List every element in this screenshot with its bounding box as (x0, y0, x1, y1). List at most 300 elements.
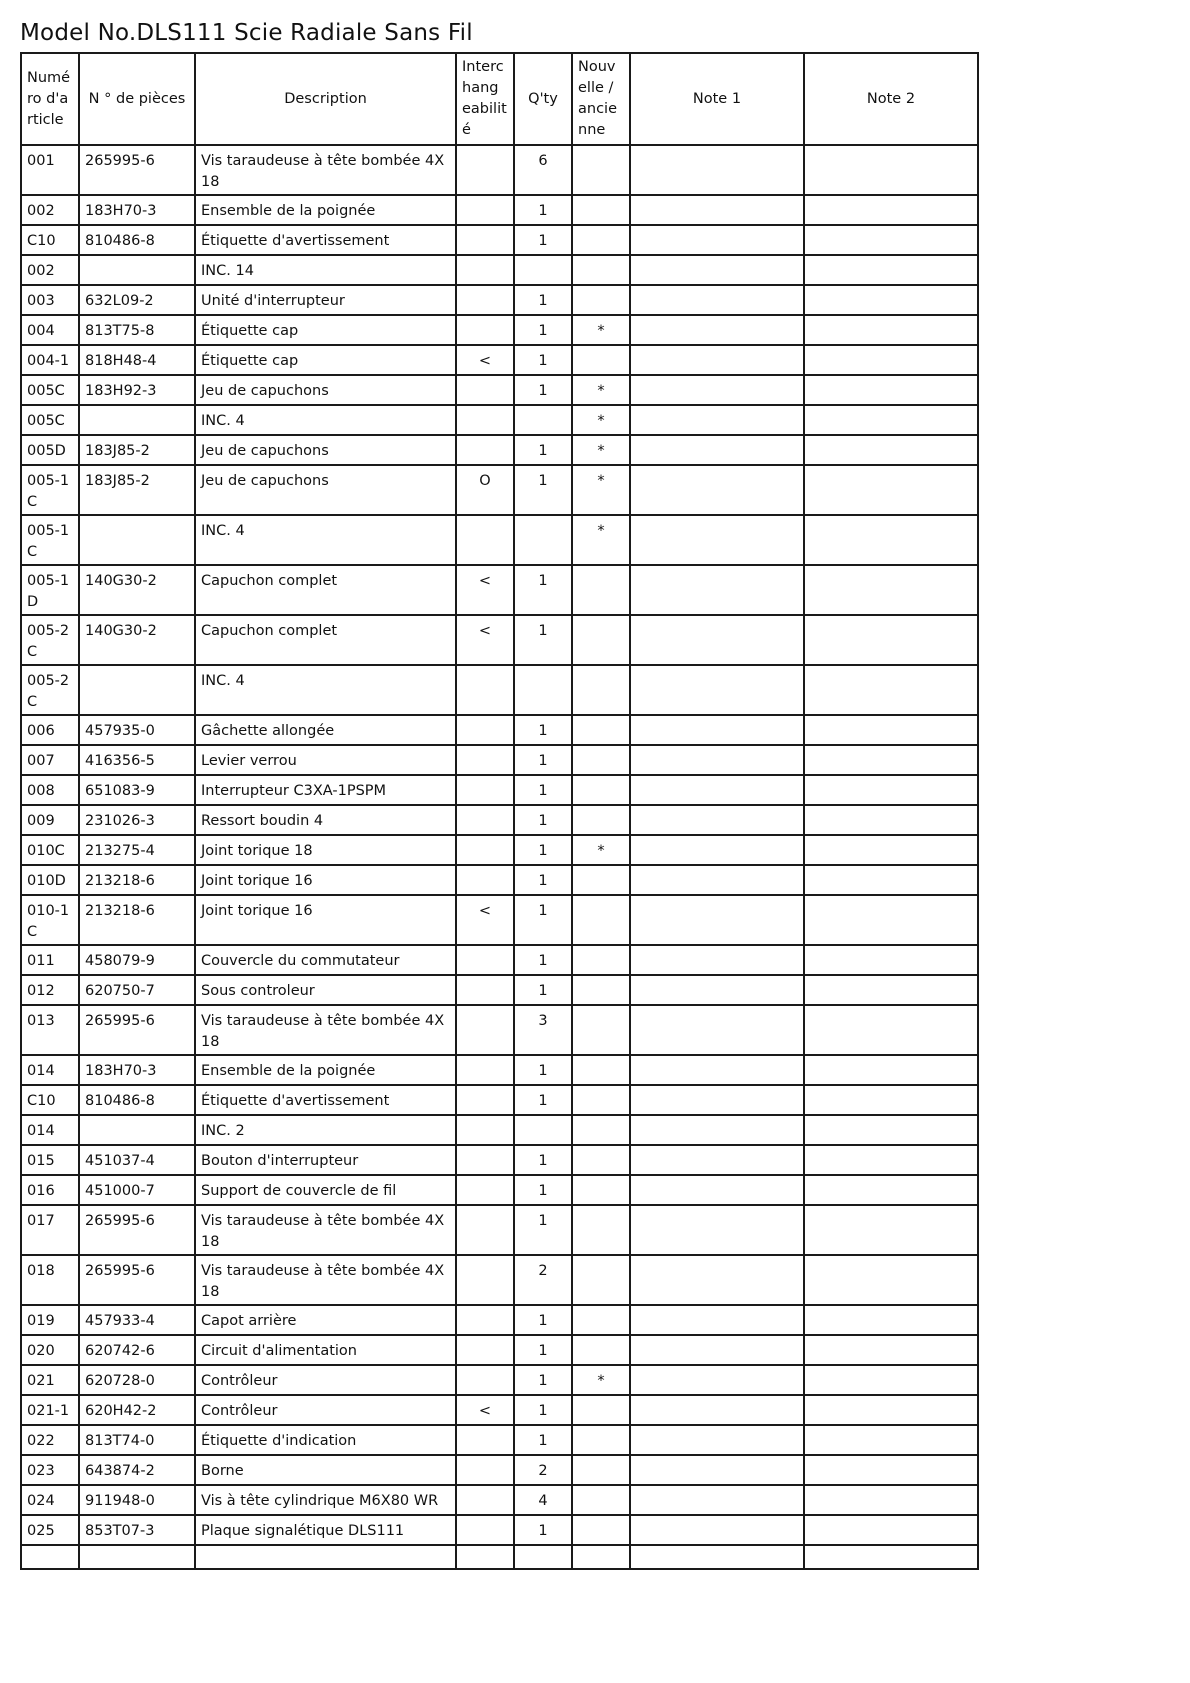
table-row (21, 1005, 978, 1055)
cell-num: 022 (21, 1425, 79, 1455)
cell-interch: < (456, 895, 514, 945)
cell-part: 183H92-3 (79, 375, 195, 405)
table-row (21, 1485, 978, 1515)
cell-newold: * (572, 515, 630, 565)
cell-desc: INC. 14 (195, 255, 456, 285)
cell-num: 012 (21, 975, 79, 1005)
cell-newold (572, 1545, 630, 1569)
cell-note2 (804, 1335, 978, 1365)
cell-interch: < (456, 345, 514, 375)
table-row (21, 715, 978, 745)
cell-desc: Vis taraudeuse à tête bombée 4X 18 (195, 1205, 456, 1255)
header-desc: Description (195, 53, 456, 145)
cell-qty: 1 (514, 1515, 572, 1545)
cell-qty (514, 1545, 572, 1569)
cell-note1 (630, 1205, 804, 1255)
cell-interch (456, 835, 514, 865)
table-row (21, 1455, 978, 1485)
cell-note2 (804, 435, 978, 465)
table-row (21, 945, 978, 975)
cell-newold (572, 1055, 630, 1085)
cell-num: 014 (21, 1115, 79, 1145)
cell-part: 853T07-3 (79, 1515, 195, 1545)
cell-note2 (804, 375, 978, 405)
cell-newold (572, 1205, 630, 1255)
cell-note1 (630, 285, 804, 315)
cell-note2 (804, 775, 978, 805)
cell-interch (456, 1085, 514, 1115)
cell-qty: 1 (514, 745, 572, 775)
cell-note2 (804, 715, 978, 745)
cell-qty: 6 (514, 145, 572, 195)
cell-num: 021 (21, 1365, 79, 1395)
cell-interch (456, 1115, 514, 1145)
cell-newold (572, 1395, 630, 1425)
cell-note2 (804, 945, 978, 975)
cell-desc (195, 1545, 456, 1569)
cell-qty: 1 (514, 715, 572, 745)
table-row (21, 775, 978, 805)
cell-num (21, 1545, 79, 1569)
cell-newold: * (572, 835, 630, 865)
cell-num: 005-2 C (21, 665, 79, 715)
table-row (21, 515, 978, 565)
header-qty: Q'ty (514, 53, 572, 145)
cell-desc: Capuchon complet (195, 615, 456, 665)
cell-desc: INC. 4 (195, 515, 456, 565)
cell-qty: 1 (514, 775, 572, 805)
cell-qty: 1 (514, 435, 572, 465)
cell-note2 (804, 1175, 978, 1205)
cell-note1 (630, 945, 804, 975)
cell-qty (514, 1115, 572, 1145)
cell-num: 011 (21, 945, 79, 975)
cell-desc: Ressort boudin 4 (195, 805, 456, 835)
cell-qty: 1 (514, 225, 572, 255)
cell-part: 457935-0 (79, 715, 195, 745)
table-header-row (21, 53, 978, 145)
cell-desc: Circuit d'alimentation (195, 1335, 456, 1365)
cell-note2 (804, 405, 978, 435)
cell-newold (572, 1175, 630, 1205)
cell-note1 (630, 465, 804, 515)
cell-qty: 1 (514, 1085, 572, 1115)
cell-interch (456, 1175, 514, 1205)
cell-interch (456, 1055, 514, 1085)
cell-newold (572, 1255, 630, 1305)
cell-newold (572, 1085, 630, 1115)
cell-note2 (804, 1515, 978, 1545)
cell-desc: Joint torique 18 (195, 835, 456, 865)
cell-desc: Ensemble de la poignée (195, 195, 456, 225)
cell-num: 005-1 C (21, 515, 79, 565)
cell-interch (456, 1005, 514, 1055)
cell-desc: Capuchon complet (195, 565, 456, 615)
cell-part: 213218-6 (79, 865, 195, 895)
cell-qty: 1 (514, 1205, 572, 1255)
cell-newold: * (572, 315, 630, 345)
cell-num: 010C (21, 835, 79, 865)
table-row (21, 895, 978, 945)
cell-interch (456, 435, 514, 465)
cell-qty (514, 515, 572, 565)
cell-newold (572, 225, 630, 255)
cell-interch: < (456, 565, 514, 615)
table-row (21, 255, 978, 285)
cell-note2 (804, 315, 978, 345)
table-row (21, 405, 978, 435)
cell-interch (456, 1515, 514, 1545)
cell-qty: 1 (514, 565, 572, 615)
cell-qty: 1 (514, 285, 572, 315)
cell-num: 005-2 C (21, 615, 79, 665)
table-row (21, 975, 978, 1005)
cell-newold (572, 1485, 630, 1515)
cell-note1 (630, 895, 804, 945)
cell-num: 010-1 C (21, 895, 79, 945)
cell-note1 (630, 1515, 804, 1545)
cell-part (79, 665, 195, 715)
cell-part: 458079-9 (79, 945, 195, 975)
cell-desc: Borne (195, 1455, 456, 1485)
cell-note1 (630, 375, 804, 405)
table-row (21, 1365, 978, 1395)
cell-note1 (630, 1395, 804, 1425)
header-note2: Note 2 (804, 53, 978, 145)
cell-newold (572, 1425, 630, 1455)
cell-note1 (630, 1305, 804, 1335)
table-row (21, 315, 978, 345)
cell-qty (514, 405, 572, 435)
cell-desc: Joint torique 16 (195, 895, 456, 945)
cell-note2 (804, 1205, 978, 1255)
cell-interch (456, 945, 514, 975)
table-row (21, 1205, 978, 1255)
cell-note1 (630, 745, 804, 775)
cell-note1 (630, 1145, 804, 1175)
cell-desc: Étiquette cap (195, 345, 456, 375)
table-row (21, 865, 978, 895)
cell-interch (456, 1545, 514, 1569)
cell-part (79, 515, 195, 565)
cell-note1 (630, 1005, 804, 1055)
cell-part: 643874-2 (79, 1455, 195, 1485)
cell-part: 265995-6 (79, 1005, 195, 1055)
cell-note1 (630, 145, 804, 195)
cell-note1 (630, 865, 804, 895)
cell-note1 (630, 1485, 804, 1515)
cell-newold: * (572, 1365, 630, 1395)
cell-note2 (804, 1365, 978, 1395)
table-row (21, 435, 978, 465)
cell-newold (572, 1515, 630, 1545)
cell-interch (456, 195, 514, 225)
cell-interch (456, 375, 514, 405)
cell-newold: * (572, 465, 630, 515)
cell-num: 003 (21, 285, 79, 315)
cell-num: 005-1 C (21, 465, 79, 515)
cell-part: 620742-6 (79, 1335, 195, 1365)
cell-part: 183J85-2 (79, 435, 195, 465)
table-row (21, 145, 978, 195)
cell-part: 911948-0 (79, 1485, 195, 1515)
cell-newold (572, 865, 630, 895)
table-row (21, 835, 978, 865)
cell-qty: 1 (514, 195, 572, 225)
cell-note1 (630, 715, 804, 745)
cell-qty: 2 (514, 1455, 572, 1485)
cell-newold (572, 1145, 630, 1175)
cell-note2 (804, 255, 978, 285)
cell-desc: Ensemble de la poignée (195, 1055, 456, 1085)
cell-newold (572, 1115, 630, 1145)
cell-num: 024 (21, 1485, 79, 1515)
cell-note1 (630, 1455, 804, 1485)
cell-newold (572, 145, 630, 195)
cell-newold (572, 895, 630, 945)
cell-num: 025 (21, 1515, 79, 1545)
cell-interch (456, 1335, 514, 1365)
cell-desc: Capot arrière (195, 1305, 456, 1335)
cell-desc: Vis taraudeuse à tête bombée 4X 18 (195, 1255, 456, 1305)
cell-note1 (630, 805, 804, 835)
cell-qty: 1 (514, 1305, 572, 1335)
cell-note2 (804, 225, 978, 255)
cell-note2 (804, 1115, 978, 1145)
cell-interch (456, 1305, 514, 1335)
table-row (21, 615, 978, 665)
cell-desc: Étiquette d'avertissement (195, 1085, 456, 1115)
cell-num: 019 (21, 1305, 79, 1335)
cell-num: 001 (21, 145, 79, 195)
table-row (21, 1335, 978, 1365)
cell-note2 (804, 1145, 978, 1175)
cell-interch (456, 255, 514, 285)
cell-part: 813T74-0 (79, 1425, 195, 1455)
cell-note1 (630, 435, 804, 465)
header-num: Numé ro d'a rticle (21, 53, 79, 145)
header-interch: Interc hang eabilit é (456, 53, 514, 145)
cell-newold (572, 1305, 630, 1335)
cell-note1 (630, 565, 804, 615)
cell-note2 (804, 565, 978, 615)
cell-desc: Joint torique 16 (195, 865, 456, 895)
table-row (21, 285, 978, 315)
cell-interch (456, 145, 514, 195)
table-row (21, 1305, 978, 1335)
cell-part: 140G30-2 (79, 565, 195, 615)
table-row (21, 1175, 978, 1205)
cell-num: 016 (21, 1175, 79, 1205)
cell-note1 (630, 255, 804, 285)
cell-note1 (630, 1255, 804, 1305)
cell-note2 (804, 1255, 978, 1305)
cell-note1 (630, 1175, 804, 1205)
cell-interch (456, 315, 514, 345)
cell-desc: Plaque signalétique DLS111 (195, 1515, 456, 1545)
cell-qty: 1 (514, 1175, 572, 1205)
cell-desc: Vis taraudeuse à tête bombée 4X 18 (195, 1005, 456, 1055)
cell-note2 (804, 465, 978, 515)
cell-newold (572, 775, 630, 805)
table-row (21, 1515, 978, 1545)
cell-part (79, 1115, 195, 1145)
cell-note2 (804, 1455, 978, 1485)
cell-note1 (630, 195, 804, 225)
cell-newold (572, 805, 630, 835)
cell-interch (456, 865, 514, 895)
cell-qty (514, 665, 572, 715)
cell-qty: 1 (514, 615, 572, 665)
cell-part: 265995-6 (79, 1255, 195, 1305)
cell-part: 620H42-2 (79, 1395, 195, 1425)
cell-note1 (630, 775, 804, 805)
table-row (21, 465, 978, 515)
cell-newold (572, 255, 630, 285)
cell-note2 (804, 895, 978, 945)
cell-part: 231026-3 (79, 805, 195, 835)
cell-num: 005C (21, 405, 79, 435)
cell-qty (514, 255, 572, 285)
cell-interch (456, 745, 514, 775)
cell-desc: Gâchette allongée (195, 715, 456, 745)
cell-newold: * (572, 405, 630, 435)
cell-num: C10 (21, 225, 79, 255)
cell-qty: 1 (514, 1395, 572, 1425)
cell-newold (572, 195, 630, 225)
cell-note2 (804, 1305, 978, 1335)
cell-num: 004 (21, 315, 79, 345)
table-row (21, 1145, 978, 1175)
header-newold: Nouv elle / ancie nne (572, 53, 630, 145)
cell-num: 004-1 (21, 345, 79, 375)
header-note1: Note 1 (630, 53, 804, 145)
cell-num: C10 (21, 1085, 79, 1115)
cell-interch (456, 775, 514, 805)
cell-part: 183J85-2 (79, 465, 195, 515)
cell-interch: O (456, 465, 514, 515)
table-row (21, 1255, 978, 1305)
cell-note2 (804, 1005, 978, 1055)
cell-interch (456, 285, 514, 315)
cell-note1 (630, 315, 804, 345)
cell-interch (456, 975, 514, 1005)
cell-note1 (630, 615, 804, 665)
cell-interch (456, 1455, 514, 1485)
cell-note2 (804, 1085, 978, 1115)
cell-desc: Contrôleur (195, 1395, 456, 1425)
table-row (21, 1085, 978, 1115)
cell-note2 (804, 1425, 978, 1455)
cell-note1 (630, 1115, 804, 1145)
page-title: Model No.DLS111 Scie Radiale Sans Fil (20, 20, 473, 46)
cell-qty: 2 (514, 1255, 572, 1305)
cell-part: 810486-8 (79, 1085, 195, 1115)
cell-num: 020 (21, 1335, 79, 1365)
cell-qty: 1 (514, 975, 572, 1005)
cell-qty: 4 (514, 1485, 572, 1515)
cell-num: 010D (21, 865, 79, 895)
cell-num: 005D (21, 435, 79, 465)
cell-interch (456, 1145, 514, 1175)
cell-desc: Bouton d'interrupteur (195, 1145, 456, 1175)
cell-note2 (804, 195, 978, 225)
cell-note2 (804, 835, 978, 865)
cell-qty: 1 (514, 315, 572, 345)
cell-desc: Jeu de capuchons (195, 435, 456, 465)
cell-part: 632L09-2 (79, 285, 195, 315)
table-row (21, 1545, 978, 1569)
cell-note2 (804, 615, 978, 665)
table-row (21, 195, 978, 225)
cell-desc: Unité d'interrupteur (195, 285, 456, 315)
cell-interch (456, 1485, 514, 1515)
cell-interch (456, 1365, 514, 1395)
cell-part: 213275-4 (79, 835, 195, 865)
cell-note1 (630, 1055, 804, 1085)
cell-note2 (804, 1485, 978, 1515)
cell-num: 014 (21, 1055, 79, 1085)
cell-desc: Couvercle du commutateur (195, 945, 456, 975)
cell-num: 015 (21, 1145, 79, 1175)
cell-qty: 1 (514, 345, 572, 375)
cell-note1 (630, 1335, 804, 1365)
cell-part: 651083-9 (79, 775, 195, 805)
cell-qty: 1 (514, 865, 572, 895)
cell-note1 (630, 345, 804, 375)
cell-num: 002 (21, 195, 79, 225)
cell-newold (572, 345, 630, 375)
cell-num: 021-1 (21, 1395, 79, 1425)
cell-note2 (804, 975, 978, 1005)
table-row (21, 1395, 978, 1425)
cell-note2 (804, 515, 978, 565)
cell-num: 023 (21, 1455, 79, 1485)
cell-num: 002 (21, 255, 79, 285)
cell-interch (456, 805, 514, 835)
cell-desc: Étiquette d'avertissement (195, 225, 456, 255)
cell-desc: INC. 4 (195, 665, 456, 715)
cell-part: 416356-5 (79, 745, 195, 775)
cell-num: 005-1 D (21, 565, 79, 615)
cell-note1 (630, 1365, 804, 1395)
cell-part: 265995-6 (79, 1205, 195, 1255)
cell-num: 007 (21, 745, 79, 775)
cell-note2 (804, 1055, 978, 1085)
cell-qty: 1 (514, 1335, 572, 1365)
table-row (21, 665, 978, 715)
cell-interch (456, 715, 514, 745)
cell-part: 183H70-3 (79, 195, 195, 225)
parts-table (20, 52, 979, 1570)
cell-part: 813T75-8 (79, 315, 195, 345)
table-row (21, 225, 978, 255)
table-row (21, 1055, 978, 1085)
cell-note1 (630, 1545, 804, 1569)
cell-interch: < (456, 615, 514, 665)
cell-note2 (804, 805, 978, 835)
cell-desc: Contrôleur (195, 1365, 456, 1395)
cell-desc: Jeu de capuchons (195, 465, 456, 515)
table-row (21, 1425, 978, 1455)
cell-newold (572, 715, 630, 745)
cell-newold (572, 565, 630, 615)
table-body (21, 145, 978, 1569)
cell-desc: Sous controleur (195, 975, 456, 1005)
cell-newold (572, 945, 630, 975)
cell-desc: Support de couvercle de fil (195, 1175, 456, 1205)
cell-desc: Vis taraudeuse à tête bombée 4X 18 (195, 145, 456, 195)
